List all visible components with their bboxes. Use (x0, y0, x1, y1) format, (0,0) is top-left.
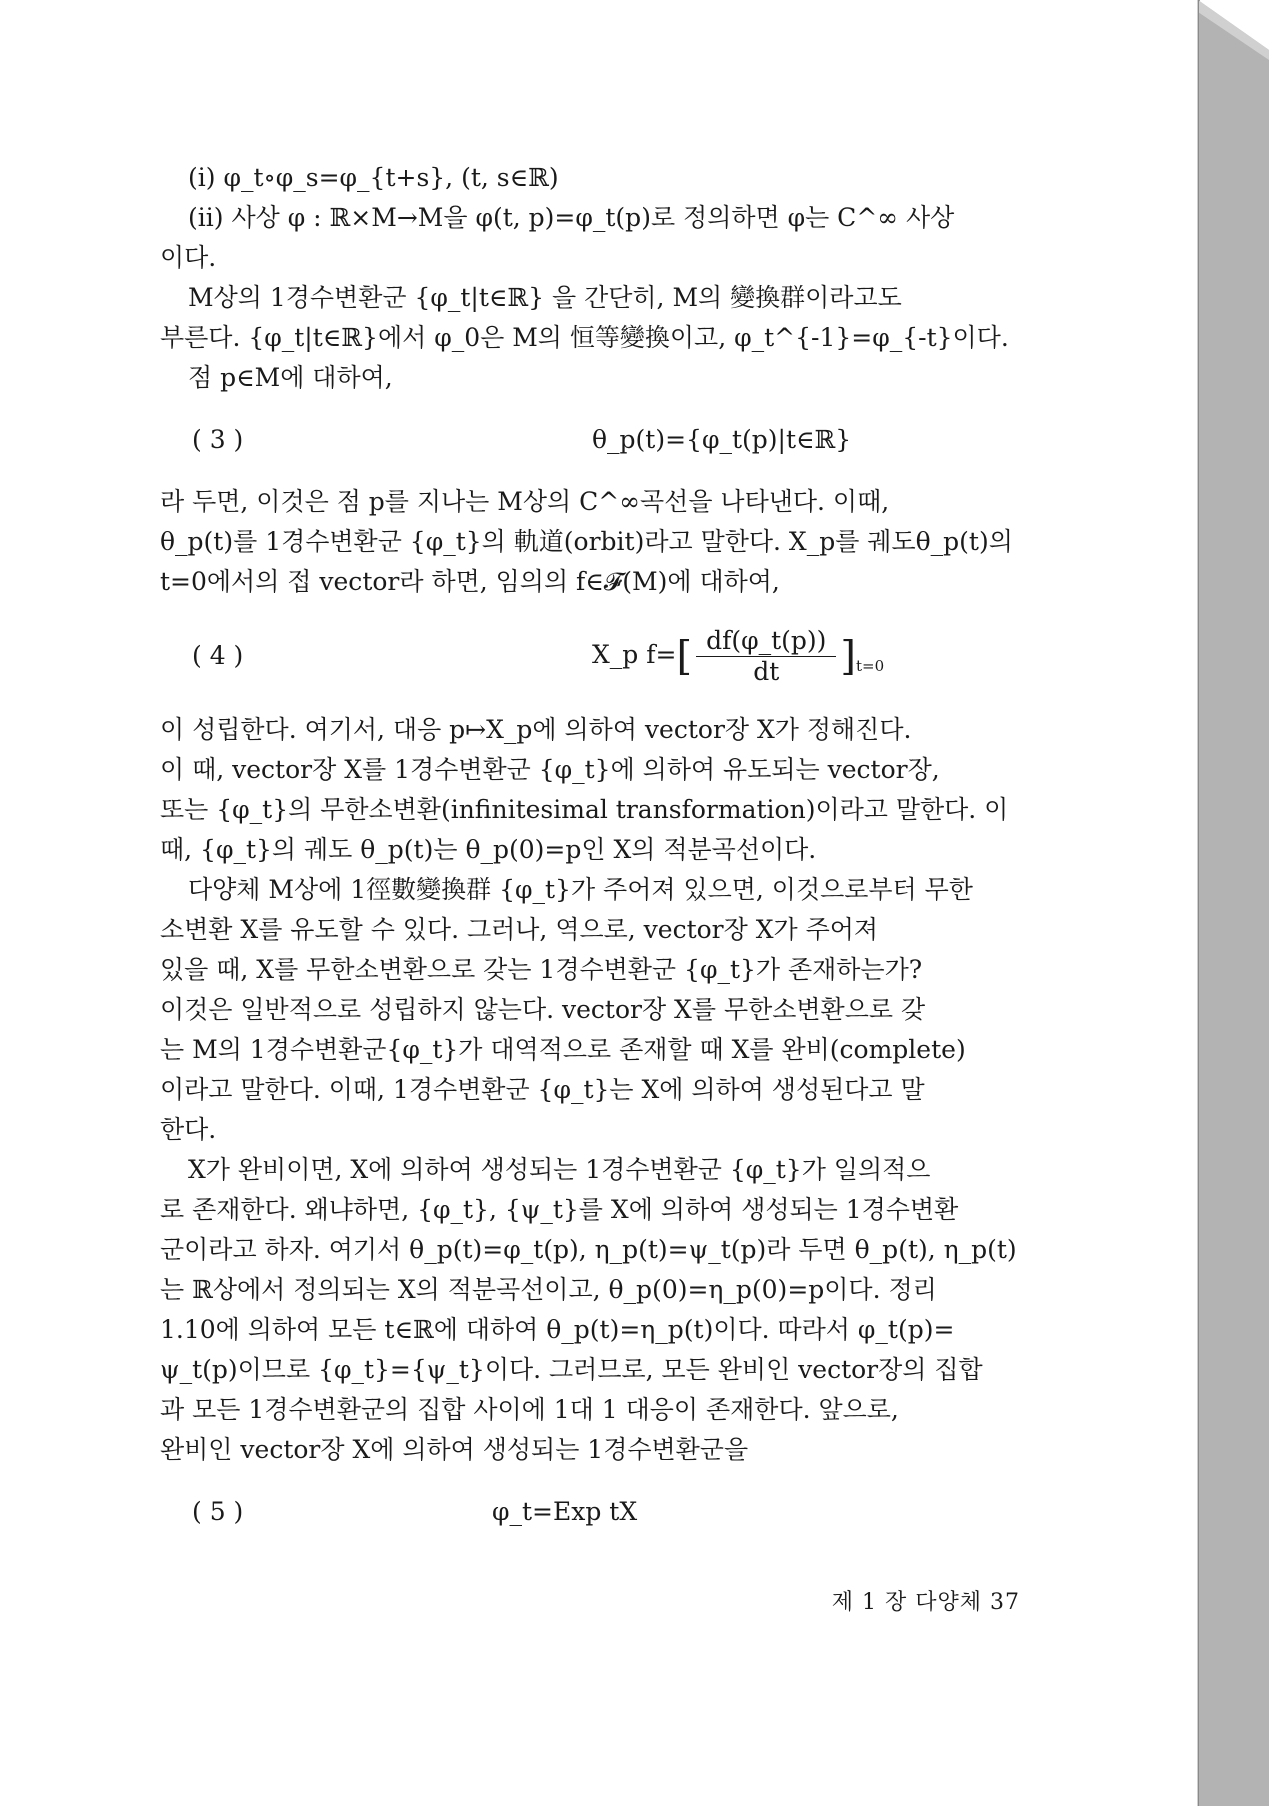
text-line: 한다. (160, 1115, 217, 1144)
text-line: 점 p∈M에 대하여, (188, 363, 393, 392)
text-line: θ_p(t)를 1경수변환군 {φ_t}의 軌道(orbit)라고 말한다. X_p를 궤도θ_p(t)의 (160, 527, 1013, 556)
equation-body: θ_p(t)={φ_t(p)|t∈ℝ} (592, 425, 852, 454)
text-line: 이 성립한다. 여기서, 대응 p↦X_p에 의하여 vector장 X가 정해진다. (160, 715, 912, 744)
numerator: df(φ_t(p)) (696, 626, 836, 657)
text-line: 부른다. {φ_t|t∈ℝ}에서 φ_0은 M의 恒等變換이고, φ_t^{-1}=φ_{-t}이다. (160, 323, 1009, 352)
text-line: 때, {φ_t}의 궤도 θ_p(t)는 θ_p(0)=p인 X의 적분곡선이다. (160, 835, 817, 864)
equation-4 (160, 616, 1040, 696)
page-footer: 제 1 장 다양체 37 (831, 1590, 1020, 1615)
text-line: X가 완비이면, X에 의하여 생성되는 1경수변환군 {φ_t}가 일의적으 (188, 1155, 931, 1184)
text-line: M상의 1경수변환군 {φ_t|t∈ℝ} 을 간단히, M의 變換群이라고도 (188, 283, 902, 312)
text-line: 소변환 X를 유도할 수 있다. 그러나, 역으로, vector장 X가 주어져 (160, 915, 879, 944)
text-line: 이 때, vector장 X를 1경수변환군 {φ_t}에 의하여 유도되는 vector장, (160, 755, 940, 784)
text-line: 또는 {φ_t}의 무한소변환(infinitesimal transformation)이라고 말한다. 이 (160, 795, 1009, 824)
text-line: 는 M의 1경수변환군{φ_t}가 대역적으로 존재할 때 X를 완비(complete) (160, 1035, 966, 1064)
text-line: 있을 때, X를 무한소변환으로 갖는 1경수변환군 {φ_t}가 존재하는가? (160, 955, 923, 984)
text-line: 이다. (160, 243, 217, 272)
subscript: t=0 (856, 656, 885, 675)
text-line: 완비인 vector장 X에 의하여 생성되는 1경수변환군을 (160, 1435, 749, 1464)
text-line: t=0에서의 접 vector라 하면, 임의의 f∈𝓕(M)에 대하여, (160, 567, 780, 596)
text-line: 다양체 M상에 1徑數變換群 {φ_t}가 주어져 있으면, 이것으로부터 무한 (188, 875, 973, 904)
text-line: 군이라고 하자. 여기서 θ_p(t)=φ_t(p), η_p(t)=ψ_t(p)라 두면 θ_p(t), η_p(t) (160, 1235, 1017, 1264)
book-edge (1198, 0, 1269, 1806)
text-line: 1.10에 의하여 모든 t∈ℝ에 대하여 θ_p(t)=η_p(t)이다. 따라서 φ_t(p)= (160, 1315, 955, 1344)
text-line: (ii) 사상 φ : ℝ×M→M을 φ(t, p)=φ_t(p)로 정의하면 φ는 C^∞ 사상 (188, 203, 955, 232)
equation-body: X_p f=[ $\frac{df(\varphi\_t(p))}{dt}$ ]$_{t=0}$ (592, 625, 885, 686)
text-line: 이라고 말한다. 이때, 1경수변환군 {φ_t}는 X에 의하여 생성된다고 말 (160, 1075, 925, 1104)
equation-lhs: X_p f= (592, 639, 677, 669)
equation-number: ( 5 ) (192, 1497, 244, 1526)
equation-5 (160, 1484, 1040, 1540)
text-line: 로 존재한다. 왜냐하면, {φ_t}, {ψ_t}를 X에 의하여 생성되는 1경수변환 (160, 1195, 959, 1224)
equation-number: ( 3 ) (192, 425, 244, 454)
denominator: dt (753, 656, 780, 686)
text-line: 라 두면, 이것은 점 p를 지나는 M상의 C^∞곡선을 나타낸다. 이때, (160, 487, 890, 516)
fraction (696, 626, 836, 687)
text-line: (i) φ_t∘φ_s=φ_{t+s}, (t, s∈ℝ) (188, 163, 559, 192)
equation-3 (160, 412, 1040, 468)
equation-number: ( 4 ) (192, 641, 244, 670)
text-line: 는 ℝ상에서 정의되는 X의 적분곡선이고, θ_p(0)=η_p(0)=p이다. 정리 (160, 1275, 937, 1304)
text-line: 과 모든 1경수변환군의 집합 사이에 1대 1 대응이 존재한다. 앞으로, (160, 1395, 899, 1424)
equation-body: φ_t=Exp tX (492, 1497, 638, 1526)
main-text (160, 158, 1040, 1554)
text-line: 이것은 일반적으로 성립하지 않는다. vector장 X를 무한소변환으로 갖 (160, 995, 926, 1024)
text-line: ψ_t(p)이므로 {φ_t}={ψ_t}이다. 그러므로, 모든 완비인 vector장의 집합 (160, 1355, 983, 1384)
